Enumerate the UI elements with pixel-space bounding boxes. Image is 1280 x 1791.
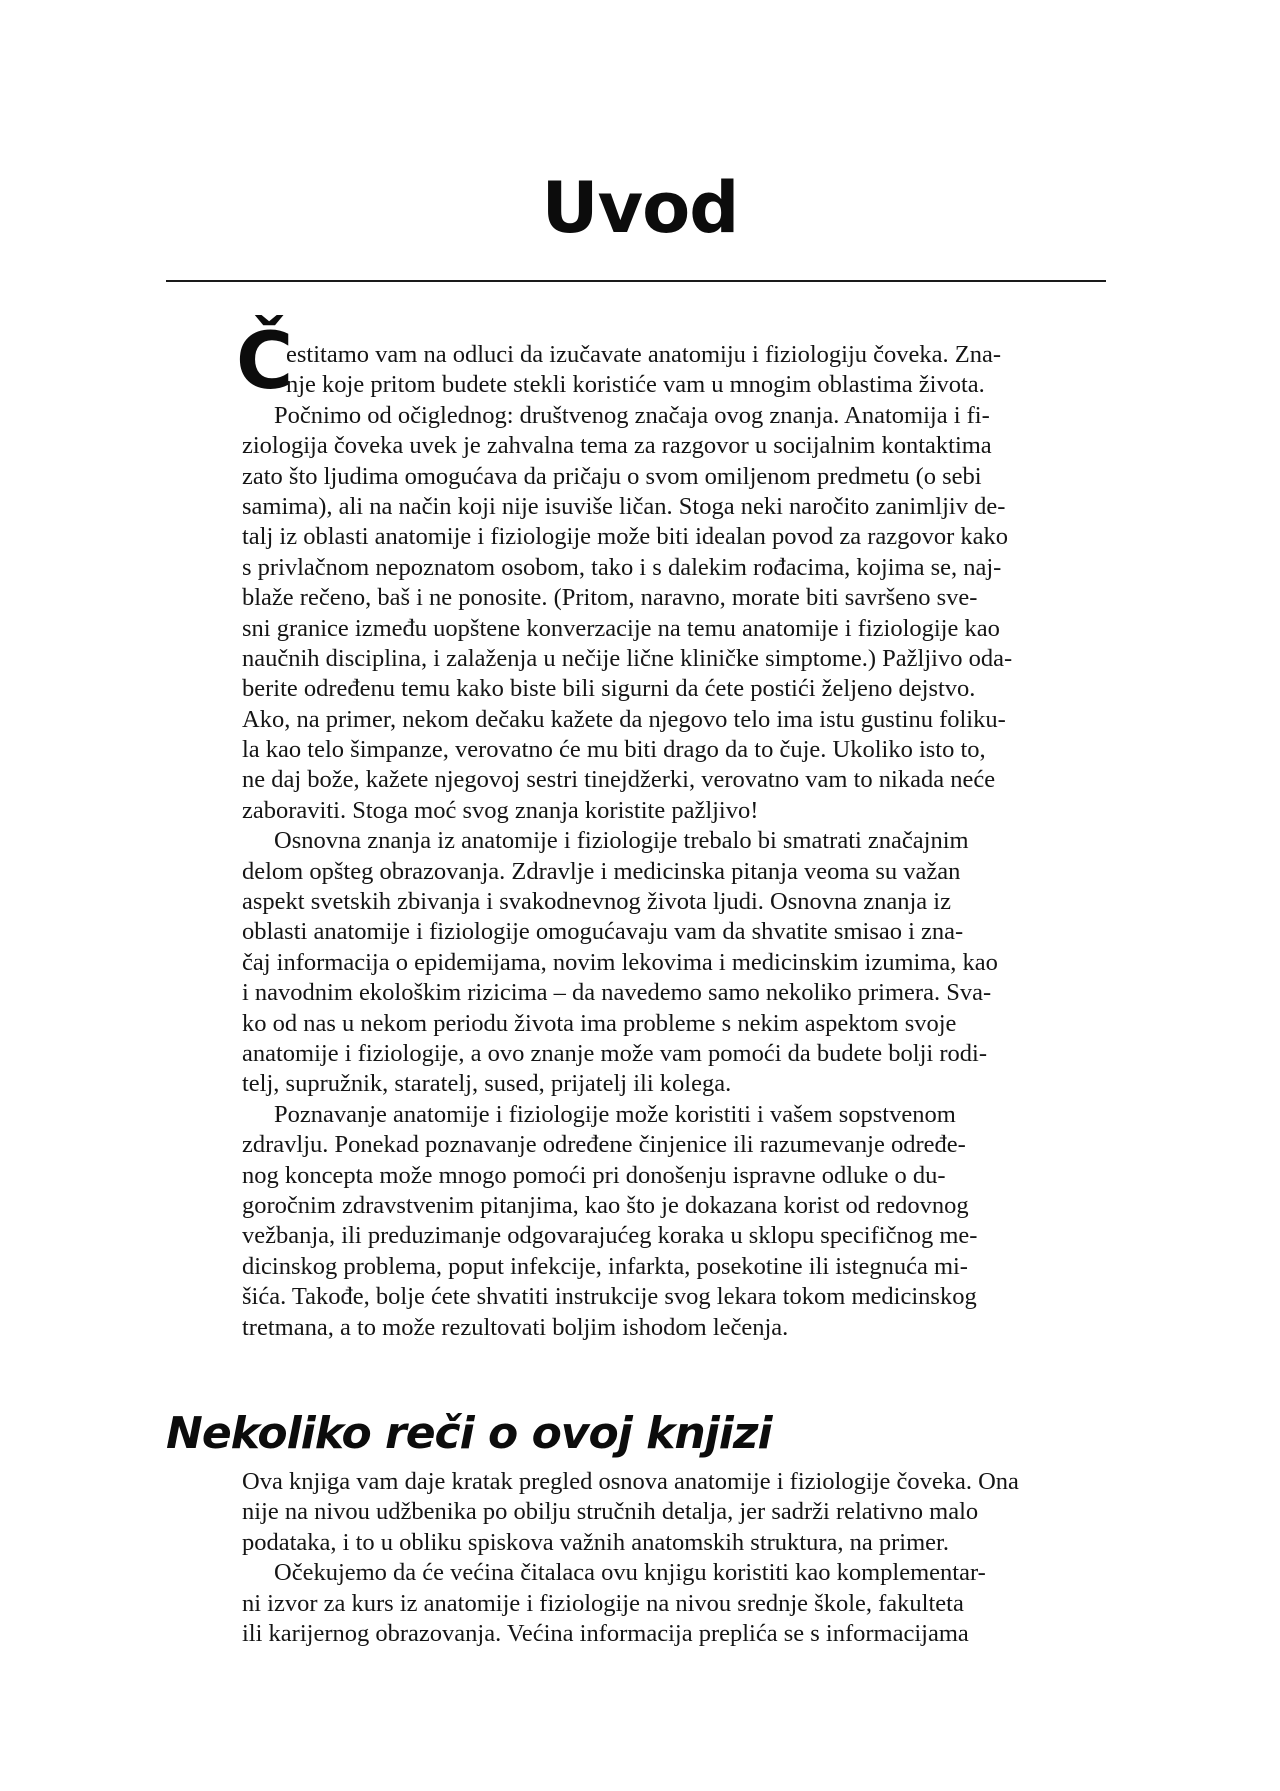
text-line: čaj informacija o epidemijama, novim lekovima i medicinskim izumima, kao	[242, 948, 998, 976]
text-line: ni izvor za kurs iz anatomije i fiziologije na nivou srednje škole, fakulteta	[242, 1589, 964, 1617]
text-line: nije na nivou udžbenika po obilju stručnih detalja, jer sadrži relativno malo	[242, 1498, 979, 1526]
text-line: Očekujemo da će većina čitalaca ovu knjigu koristiti kao komplementar-	[274, 1559, 986, 1587]
text-line: naučnih disciplina, i zalaženja u nečije lične kliničke simptome.) Pažljivo oda-	[242, 644, 1013, 672]
text-line: talj iz oblasti anatomije i fiziologije može biti idealan povod za razgovor kako	[242, 523, 1009, 551]
text-line: nog koncepta može mnogo pomoći pri donošenju ispravne odluke o du-	[242, 1161, 946, 1189]
text-line: ko od nas u nekom periodu života ima probleme s nekim aspektom svoje	[242, 1009, 957, 1037]
text-line: zdravlju. Ponekad poznavanje određene činjenice ili razumevanje određe-	[242, 1131, 966, 1159]
section-heading: Nekoliko reči o ovoj knjizi	[166, 1408, 772, 1459]
text-line: Ako, na primer, nekom dečaku kažete da njegovo telo ima istu gustinu foliku-	[242, 705, 1006, 733]
text-line: Ova knjiga vam daje kratak pregled osnova anatomije i fiziologije čoveka. Ona	[242, 1468, 1019, 1495]
text-line: telj, supružnik, staratelj, sused, prijatelj ili kolega.	[242, 1070, 732, 1098]
text-line: samima), ali na način koji nije isuviše ličan. Stoga neki naročito zanimljiv de-	[242, 492, 1006, 520]
text-line: anatomije i fiziologije, a ovo znanje može vam pomoći da budete bolji rodi-	[242, 1039, 987, 1067]
chapter-title: Uvod	[541, 167, 739, 249]
text-line: Počnimo od očiglednog: društvenog značaja ovog znanja. Anatomija i fi-	[274, 401, 990, 429]
text-line: aspekt svetskih zbivanja i svakodnevnog života ljudi. Osnovna znanja iz	[242, 888, 951, 916]
text-line: Osnovna znanja iz anatomije i fiziologije trebalo bi smatrati značajnim	[274, 827, 969, 855]
text-line: oblasti anatomije i fiziologije omogućavaju vam da shvatite smisao i zna-	[242, 918, 964, 946]
text-line: podataka, i to u obliku spiskova važnih anatomskih struktura, na primer.	[242, 1528, 949, 1556]
text-line: tretmana, a to može rezultovati boljim ishodom lečenja.	[242, 1313, 789, 1341]
text-line: dicinskog problema, poput infekcije, infarkta, posekotine ili istegnuća mi-	[242, 1252, 968, 1280]
text-line: zato što ljudima omogućava da pričaju o svom omiljenom predmetu (o sebi	[242, 462, 982, 490]
text-line: ziologija čoveka uvek je zahvalna tema za razgovor u socijalnim kontaktima	[242, 432, 992, 460]
text-line: šića. Takođe, bolje ćete shvatiti instrukcije svog lekara tokom medicinskog	[242, 1283, 977, 1311]
text-line: berite određenu temu kako biste bili sigurni da ćete postići željeno dejstvo.	[242, 675, 976, 703]
text-line: ili karijernog obrazovanja. Većina informacija preplića se s informacijama	[242, 1619, 969, 1647]
text-line: zaboraviti. Stoga moć svog znanja koristite pažljivo!	[242, 796, 759, 824]
text-line: i navodnim ekološkim rizicima – da navedemo samo nekoliko primera. Sva-	[242, 979, 992, 1007]
text-line: s privlačnom nepoznatom osobom, tako i s dalekim rođacima, kojima se, naj-	[242, 553, 1002, 581]
intro-text	[242, 340, 1102, 1343]
text-line: Poznavanje anatomije i fiziologije može koristiti i vašem sopstvenom	[274, 1100, 956, 1128]
drop-cap: Č	[236, 317, 294, 407]
text-line: sni granice između uopštene konverzacije na temu anatomije i fiziologije kao	[242, 614, 1000, 642]
text-line: blaže rečeno, baš i ne ponosite. (Pritom, naravno, morate biti savršeno sve-	[242, 584, 978, 612]
text-line: delom opšteg obrazovanja. Zdravlje i medicinska pitanja veoma su važan	[242, 857, 961, 885]
text-line: estitamo vam na odluci da izučavate anatomiju i fiziologiju čoveka. Zna-	[286, 341, 1002, 368]
section-text	[242, 1467, 1102, 1649]
text-line: goročnim zdravstvenim pitanjima, kao što je dokazana korist od redovnog	[242, 1191, 969, 1219]
text-line: nje koje pritom budete stekli koristiće vam u mnogim oblastima života.	[286, 371, 985, 399]
title-divider	[166, 280, 1106, 282]
text-line: vežbanja, ili preduzimanje odgovarajućeg koraka u sklopu specifičnog me-	[242, 1222, 978, 1250]
text-line: ne daj bože, kažete njegovoj sestri tinejdžerki, verovatno vam to nikada neće	[242, 766, 996, 794]
text-line: la kao telo šimpanze, verovatno će mu biti drago da to čuje. Ukoliko isto to,	[242, 736, 986, 764]
